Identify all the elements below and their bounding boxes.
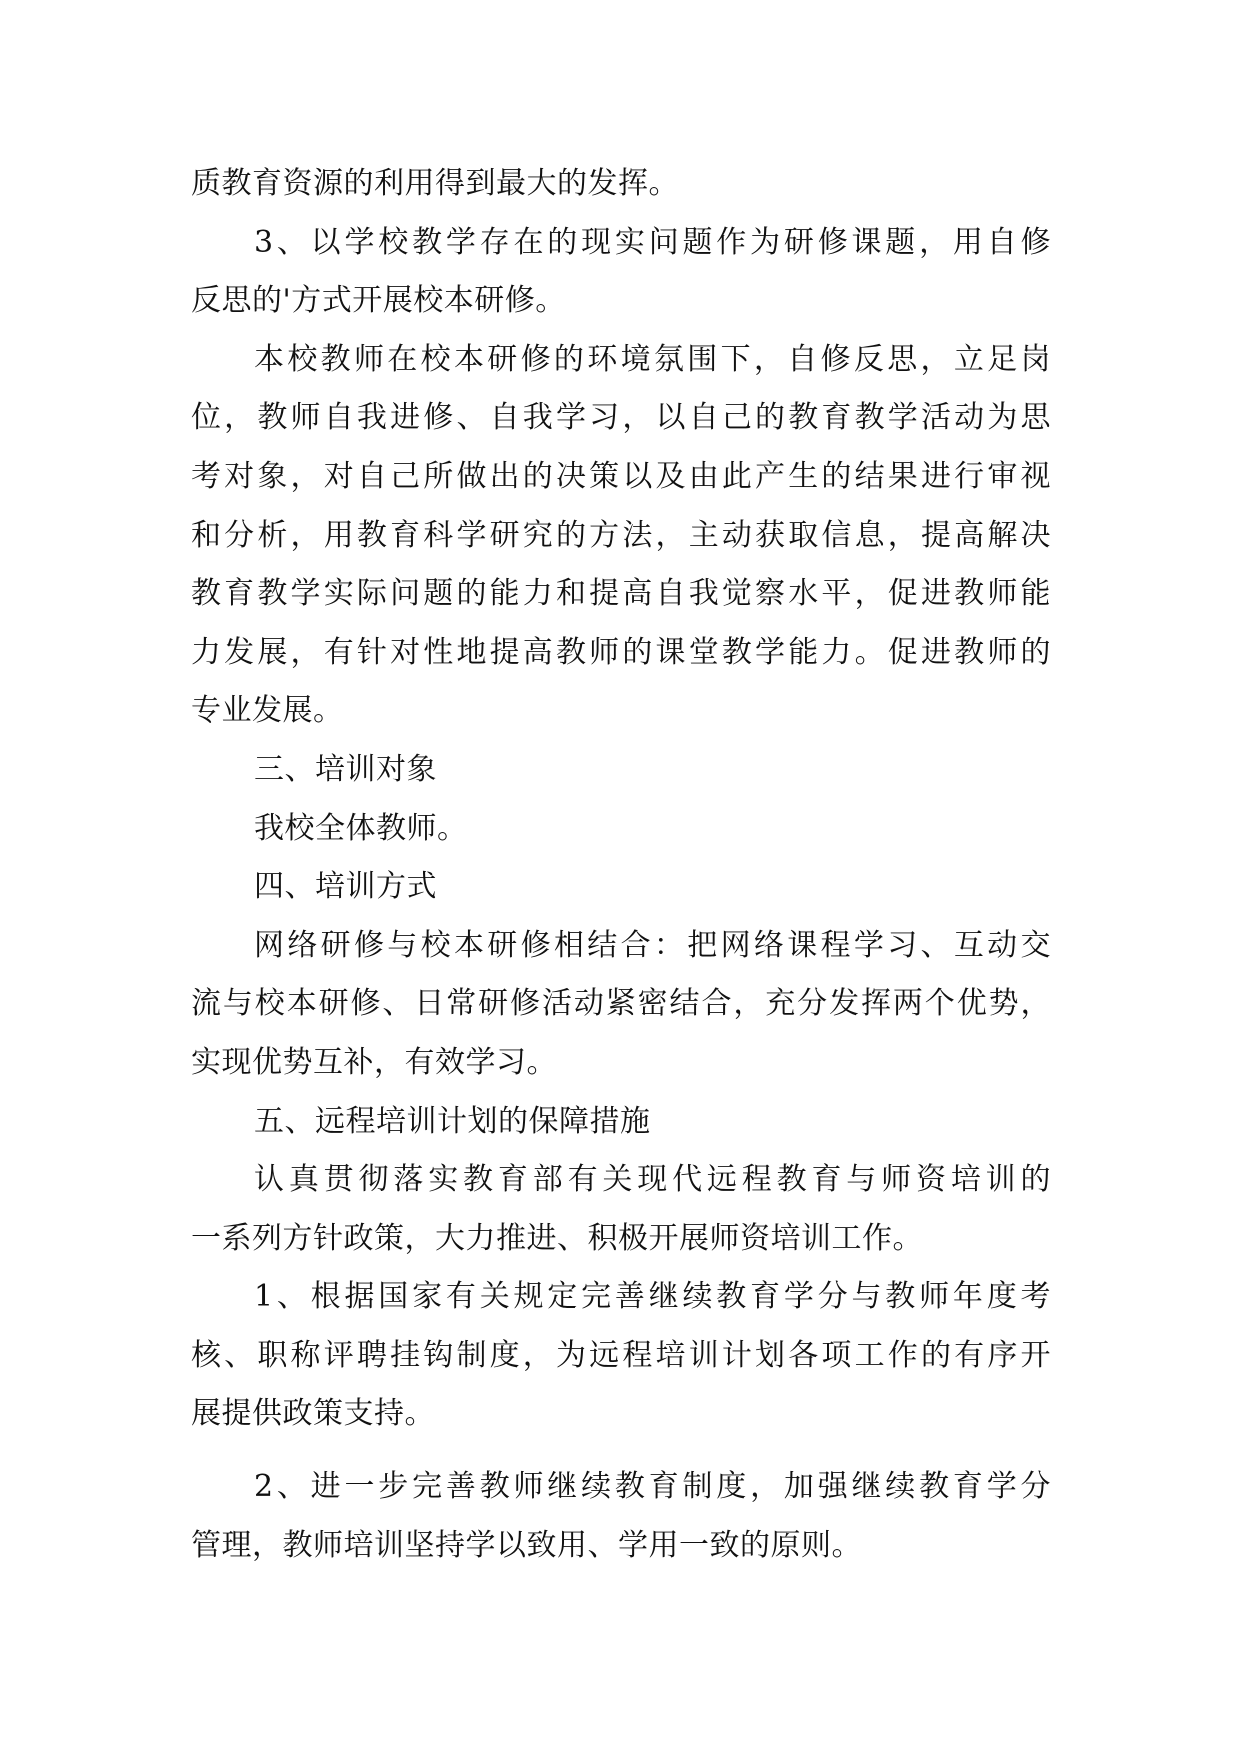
text-line: 反思的'方式开展校本研修。 <box>191 283 566 319</box>
text-line: 位，教师自我进修、自我学习，以自己的教育教学活动为思 <box>191 400 1051 436</box>
text-line: 核、职称评聘挂钩制度，为远程培训计划各项工作的有序开 <box>191 1337 1051 1373</box>
text-line: 管理，教师培训坚持学以致用、学用一致的原则。 <box>191 1527 862 1563</box>
text-line: 认真贯彻落实教育部有关现代远程教育与师资培训的 <box>254 1162 1051 1198</box>
text-line: 一系列方针政策，大力推进、积极开展师资培训工作。 <box>191 1220 923 1256</box>
text-line: 1、根据国家有关规定完善继续教育学分与教师年度考 <box>254 1279 1051 1315</box>
text-line: 网络研修与校本研修相结合：把网络课程学习、互动交 <box>254 927 1051 963</box>
text-line: 展提供政策支持。 <box>191 1396 435 1432</box>
document-page <box>191 155 1051 1575</box>
text-line: 实现优势互补，有效学习。 <box>191 1044 557 1080</box>
text-line: 教育教学实际问题的能力和提高自我觉察水平，促进教师能 <box>191 576 1051 612</box>
text-line: 考对象，对自己所做出的决策以及由此产生的结果进行审视 <box>191 458 1051 494</box>
text-line: 我校全体教师。 <box>254 810 468 846</box>
text-line: 专业发展。 <box>191 693 344 729</box>
text-line: 流与校本研修、日常研修活动紧密结合，充分发挥两个优势， <box>191 986 1051 1022</box>
text-line: 和分析，用教育科学研究的方法，主动获取信息，提高解决 <box>191 517 1051 553</box>
text-line: 本校教师在校本研修的环境氛围下，自修反思，立足岗 <box>254 341 1051 377</box>
paragraph-gap <box>191 1444 1051 1458</box>
section-heading: 五、远程培训计划的保障措施 <box>254 1103 651 1139</box>
text-line: 3、以学校教学存在的现实问题作为研修课题，用自修 <box>254 224 1051 260</box>
section-heading: 三、培训对象 <box>254 751 437 787</box>
section-heading: 四、培训方式 <box>254 869 437 905</box>
text-line: 力发展，有针对性地提高教师的课堂教学能力。促进教师的 <box>191 634 1051 670</box>
text-line: 2、进一步完善教师继续教育制度，加强继续教育学分 <box>254 1469 1051 1505</box>
text-line: 质教育资源的利用得到最大的发挥。 <box>191 166 679 201</box>
